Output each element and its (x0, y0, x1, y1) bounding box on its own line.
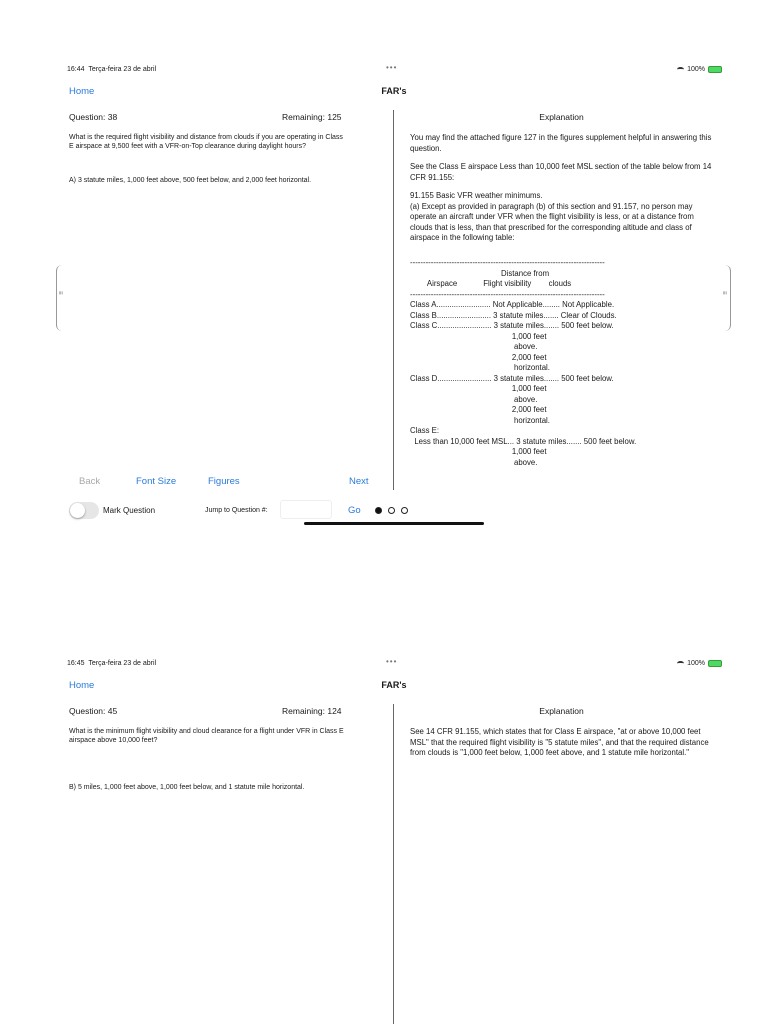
left-panel-handle[interactable]: ≡ (56, 265, 66, 331)
page-indicator[interactable] (375, 507, 408, 514)
wifi-icon (677, 661, 684, 666)
remaining-count: Remaining: 125 (282, 112, 342, 122)
back-button[interactable]: Back (79, 476, 101, 487)
answer-choice[interactable]: B) 5 miles, 1,000 feet above, 1,000 feet below, and 1 statute mile horizontal. (69, 784, 305, 791)
page-dot-2[interactable] (388, 507, 395, 514)
pane-divider (393, 110, 394, 490)
question-text: What is the required flight visibility and distance from clouds if you are operating in Class E airspace at 9,500 feet with a VFR-on-Top clearance during daylight hours? (69, 134, 343, 150)
status-time: 16:44 Terça-feira 23 de abril (67, 66, 157, 73)
question-text: What is the minimum flight visibility and cloud clearance for a flight under VFR in Class E airspace above 10,000 feet? (69, 728, 344, 744)
status-right (677, 660, 722, 667)
page-dot-1[interactable] (375, 507, 382, 514)
explanation-header: Explanation (539, 112, 584, 122)
page-dot-3[interactable] (401, 507, 408, 514)
vfr-minimums-table: --------------------------------------------------------------------------- Distance from Airspace Flight visibility clouds --------------------------------------------------------------------------- Class A......................... Not Applicable........ Not Applicable. Class B......................... 3 statute miles....... Clear of Clouds. Class C......................... 3 statute miles....... 500 feet below. 1,000 feet above. 2,000 feet horizontal. Class D......................... 3 statute miles....... 500 feet below. 1,000 feet above. 2,000 feet horizontal. Class E: Less than 10,000 feet MSL... 3 statute miles....... 500 feet below. 1,000 feet above. (410, 258, 637, 467)
font-size-button[interactable]: Font Size (136, 476, 177, 487)
battery-icon (708, 660, 722, 667)
go-button[interactable]: Go (348, 505, 361, 516)
home-link[interactable]: Home (69, 86, 95, 97)
explanation-body (410, 727, 715, 767)
question-number: Question: 45 (69, 706, 118, 716)
multitask-dots[interactable]: ••• (386, 657, 398, 666)
next-button[interactable]: Next (349, 476, 369, 487)
nav-title: FAR's (381, 680, 407, 690)
home-link[interactable]: Home (69, 680, 95, 691)
wifi-icon (677, 67, 684, 72)
battery-icon (708, 66, 722, 73)
mark-question-toggle[interactable] (69, 502, 99, 519)
pane-divider (393, 704, 394, 1024)
status-time: 16:45 Terça-feira 23 de abril (67, 660, 157, 667)
jump-to-question-input[interactable] (280, 500, 332, 519)
toggle-knob (70, 503, 85, 518)
question-number: Question: 38 (69, 112, 118, 122)
explanation-body (410, 133, 715, 252)
explanation-paragraph: You may find the attached figure 127 in the figures supplement helpful in answering this question. (410, 133, 712, 153)
battery-percent: 100% (687, 660, 705, 667)
regulation-text: 91.155 Basic VFR weather minimums. (a) Except as provided in paragraph (b) of this section and 91.157, no person may operate an aircraft under VFR when the flight visibility is less, or at a distance from clouds that is less, than that prescribed for the corresponding altitude and class of airspace in the following table: (410, 191, 694, 242)
answer-choice[interactable]: A) 3 statute miles, 1,000 feet above, 500 feet below, and 2,000 feet horizontal. (69, 177, 312, 184)
explanation-paragraph: See 14 CFR 91.155, which states that for Class E airspace, "at or above 10,000 feet MSL" that the required flight visibility is "5 statute miles", and that the required distance from clouds is "1,000 feet below, 1,000 feet above, and 1 statute mile horizontal." (410, 727, 709, 757)
status-right (677, 66, 722, 73)
explanation-paragraph: See the Class E airspace Less than 10,000 feet MSL section of the table below from 14 CFR 91.155: (410, 162, 712, 182)
battery-percent: 100% (687, 66, 705, 73)
nav-title: FAR's (381, 86, 407, 96)
home-indicator[interactable] (304, 522, 484, 525)
remaining-count: Remaining: 124 (282, 706, 342, 716)
screenshot-question-45 (0, 594, 768, 1024)
jump-to-question-label: Jump to Question #: (205, 507, 268, 514)
explanation-header: Explanation (539, 706, 584, 716)
multitask-dots[interactable]: ••• (386, 63, 398, 72)
right-panel-handle[interactable]: ≡ (721, 265, 731, 331)
mark-question-label: Mark Question (103, 506, 156, 515)
figures-button[interactable]: Figures (208, 476, 240, 487)
